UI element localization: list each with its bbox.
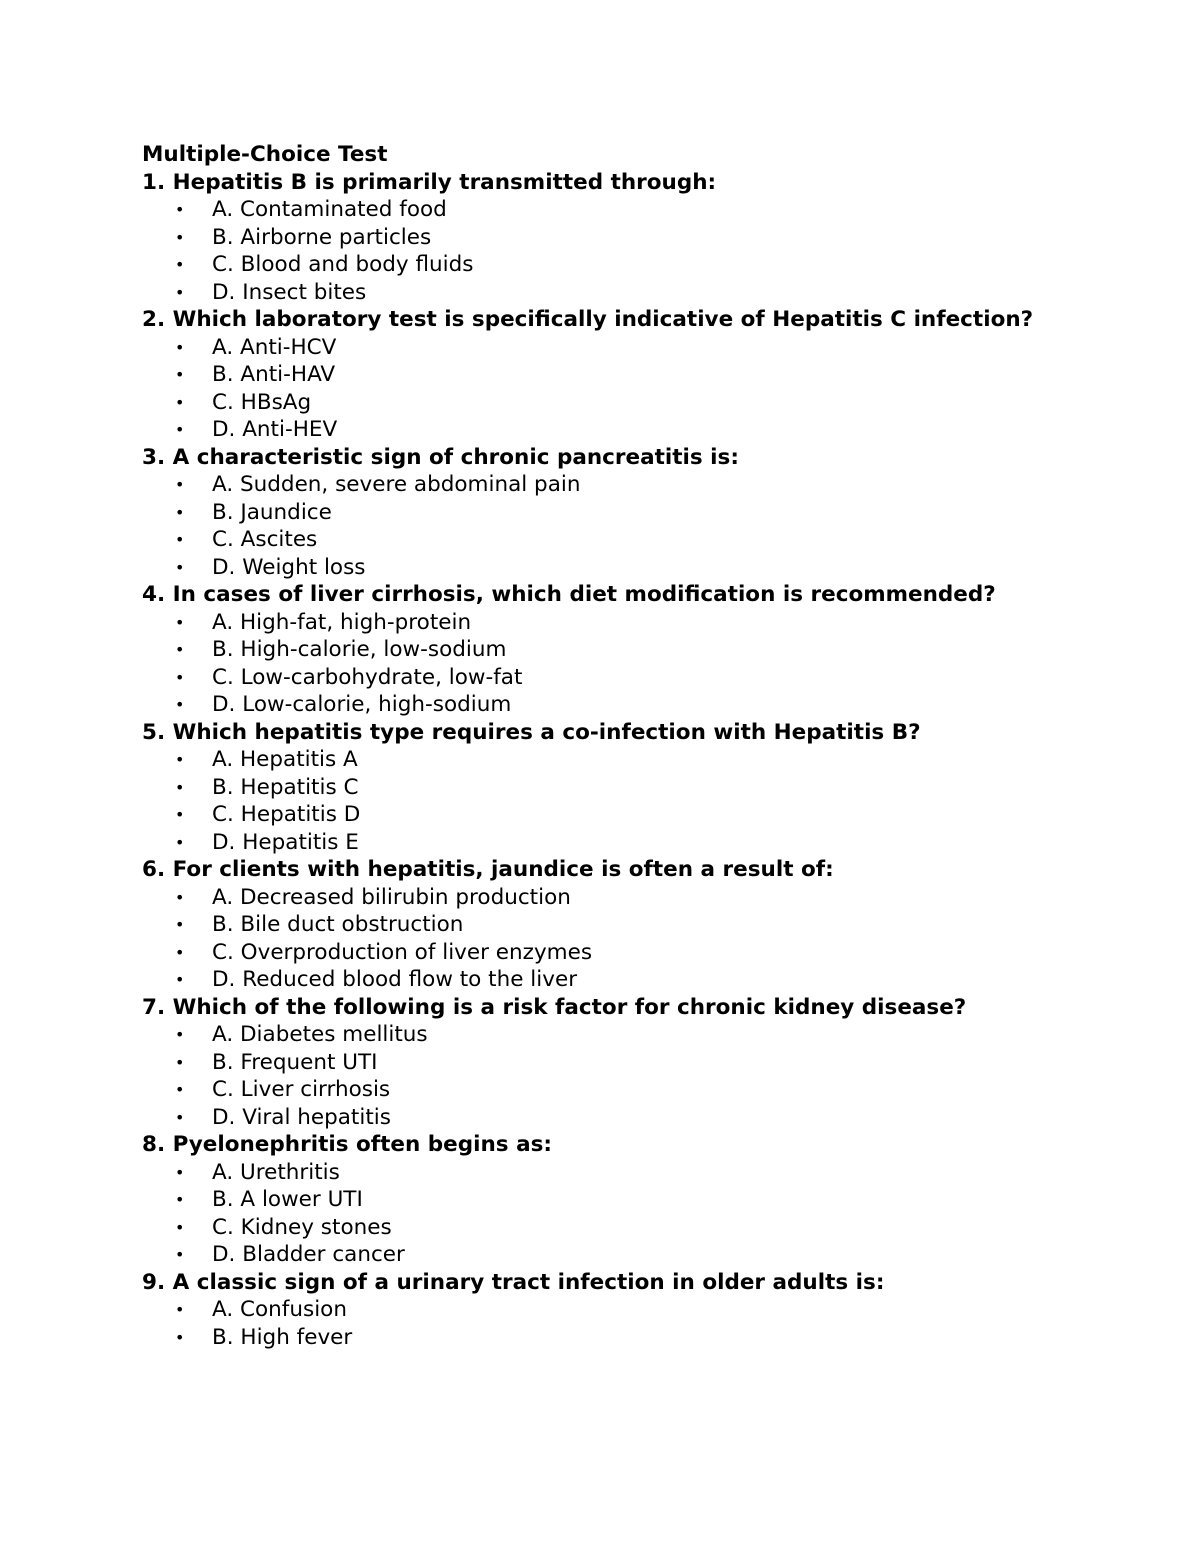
option-item: • A. Diabetes mellitus xyxy=(142,1021,1102,1049)
option-item: • D. Low-calorie, high-sodium xyxy=(142,691,1102,719)
question-1 xyxy=(142,169,1102,307)
option-item: • B. High-calorie, low-sodium xyxy=(142,636,1102,664)
option-item: • D. Viral hepatitis xyxy=(142,1104,1102,1132)
question-3 xyxy=(142,444,1102,582)
question-stem: 1. Hepatitis B is primarily transmitted through: xyxy=(142,169,717,195)
option-item: • C. Liver cirrhosis xyxy=(142,1076,1102,1104)
option-list xyxy=(142,471,1102,581)
question-stem: 7. Which of the following is a risk factor for chronic kidney disease? xyxy=(142,994,967,1020)
option-item: • D. Weight loss xyxy=(142,554,1102,582)
option-item: • C. Hepatitis D xyxy=(142,801,1102,829)
option-item: • B. Hepatitis C xyxy=(142,774,1102,802)
document-page xyxy=(142,141,1102,1351)
question-stem: 6. For clients with hepatitis, jaundice is often a result of: xyxy=(142,857,834,882)
question-6 xyxy=(142,856,1102,994)
option-item: • D. Bladder cancer xyxy=(142,1241,1102,1269)
option-item: • A. Sudden, severe abdominal pain xyxy=(142,471,1102,499)
question-stem: 8. Pyelonephritis often begins as: xyxy=(142,1132,552,1157)
option-list xyxy=(142,1159,1102,1269)
option-list xyxy=(142,746,1102,856)
question-stem: 4. In cases of liver cirrhosis, which diet modification is recommended? xyxy=(142,582,996,607)
option-item: • A. Decreased bilirubin production xyxy=(142,884,1102,912)
option-item: • C. Overproduction of liver enzymes xyxy=(142,939,1102,967)
option-item: • B. Frequent UTI xyxy=(142,1049,1102,1077)
option-item: • B. Airborne particles xyxy=(142,224,1102,252)
option-item: • A. Anti-HCV xyxy=(142,334,1102,362)
question-7 xyxy=(142,994,1102,1132)
option-list xyxy=(142,334,1102,444)
option-item: • C. Ascites xyxy=(142,526,1102,554)
question-stem: 5. Which hepatitis type requires a co-infection with Hepatitis B? xyxy=(142,719,921,745)
option-item: • A. High-fat, high-protein xyxy=(142,609,1102,637)
question-stem: 9. A classic sign of a urinary tract infection in older adults is: xyxy=(142,1269,885,1295)
question-8 xyxy=(142,1131,1102,1269)
option-item: • B. Jaundice xyxy=(142,499,1102,527)
option-item: • A. Urethritis xyxy=(142,1159,1102,1187)
option-item: • C. Blood and body fluids xyxy=(142,251,1102,279)
question-5 xyxy=(142,719,1102,857)
option-item: • B. A lower UTI xyxy=(142,1186,1102,1214)
option-list xyxy=(142,1021,1102,1131)
question-stem: 2. Which laboratory test is specifically indicative of Hepatitis C infection? xyxy=(142,307,1034,332)
document-title: Multiple-Choice Test xyxy=(142,142,388,167)
question-4 xyxy=(142,581,1102,719)
option-list xyxy=(142,884,1102,994)
question-stem: 3. A characteristic sign of chronic pancreatitis is: xyxy=(142,444,739,470)
option-list xyxy=(142,196,1102,306)
question-2 xyxy=(142,306,1102,444)
option-list xyxy=(142,1296,1102,1351)
option-item: • C. HBsAg xyxy=(142,389,1102,417)
option-list xyxy=(142,609,1102,719)
option-item: • C. Kidney stones xyxy=(142,1214,1102,1242)
option-item: • D. Hepatitis E xyxy=(142,829,1102,857)
question-9 xyxy=(142,1269,1102,1352)
option-item: • D. Insect bites xyxy=(142,279,1102,307)
option-item: • D. Anti-HEV xyxy=(142,416,1102,444)
option-item: • D. Reduced blood flow to the liver xyxy=(142,966,1102,994)
option-item: • B. Anti-HAV xyxy=(142,361,1102,389)
option-item: • A. Confusion xyxy=(142,1296,1102,1324)
option-item: • C. Low-carbohydrate, low-fat xyxy=(142,664,1102,692)
option-item: • A. Contaminated food xyxy=(142,196,1102,224)
option-item: • B. Bile duct obstruction xyxy=(142,911,1102,939)
option-item: • B. High fever xyxy=(142,1324,1102,1352)
option-item: • A. Hepatitis A xyxy=(142,746,1102,774)
